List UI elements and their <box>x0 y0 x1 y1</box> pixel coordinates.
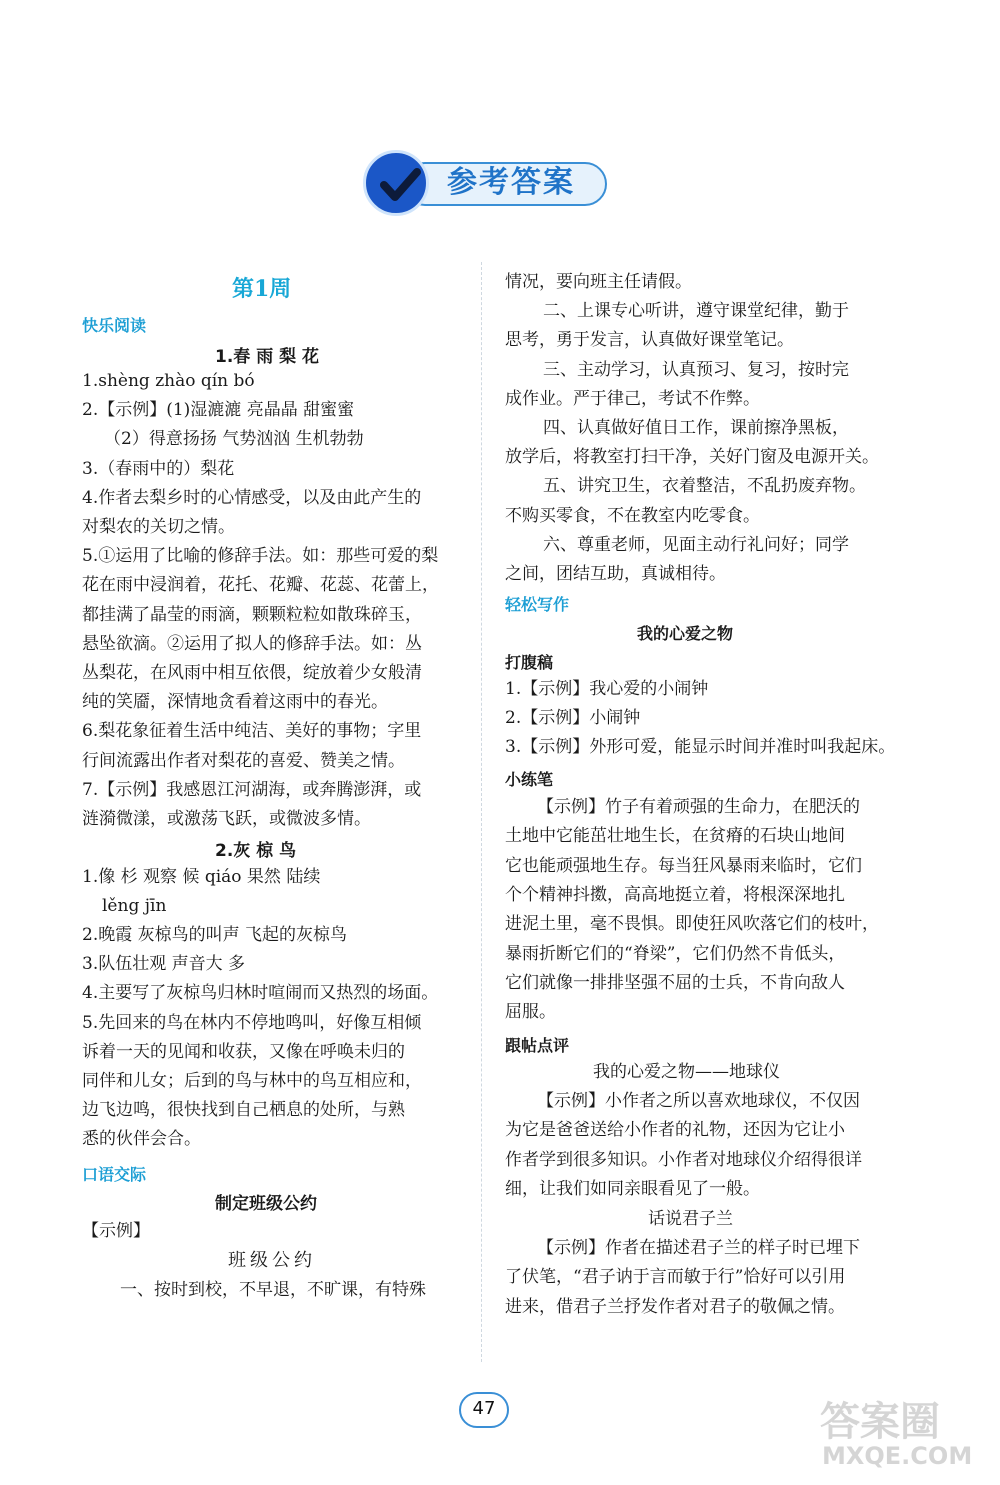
answer-line: 三、主动学习，认真预习、复习，按时完 <box>543 359 849 380</box>
section-happy-reading: 快乐阅读 <box>82 316 147 335</box>
practice-heading: 小练笔 <box>505 770 554 789</box>
answer-line: 情况，要向班主任请假。 <box>505 272 692 292</box>
answer-line: 之间，团结互助，真诚相待。 <box>505 564 726 584</box>
review-1-title: 我的心爱之物——地球仪 <box>593 1062 780 1082</box>
answer-line: （2）得意扬扬 气势汹汹 生机勃勃 <box>104 429 364 450</box>
answer-line: 悉的伙伴会合。 <box>82 1128 201 1149</box>
answer-line: 了伏笔，“君子讷于言而敏于行”恰好可以引用 <box>505 1267 846 1288</box>
answer-line: 涟漪微漾，或激荡飞跃，或微波多情。 <box>82 809 371 829</box>
answer-line: 它们就像一排排坚强不屈的士兵，不肯向敌人 <box>505 972 845 993</box>
lesson-2-title: 2.灰 椋 鸟 <box>215 841 297 861</box>
watermark-top: 答案圈 <box>820 1399 940 1445</box>
answer-line: 二、上课专心听讲，遵守课堂纪律，勤于 <box>543 301 849 322</box>
answer-line: lěng jīn <box>102 896 167 917</box>
answer-line: 土地中它能茁壮地生长，在贫瘠的石块山地间 <box>505 826 845 847</box>
answer-line: 暴雨折断它们的“脊梁”，它们仍然不肯低头， <box>505 943 846 964</box>
answer-line: 4.作者去梨乡时的心情感受，以及由此产生的 <box>82 487 422 508</box>
answer-line: 诉着一天的见闻和收获，又像在呼唤未归的 <box>82 1041 405 1062</box>
answer-line: 四、认真做好值日工作，课前擦净黑板， <box>543 418 849 438</box>
answer-line: 1.【示例】我心爱的小闹钟 <box>505 679 709 699</box>
answer-line: 细，让我们如同亲眼看见了一般。 <box>505 1178 760 1199</box>
answer-line: 进泥土里，毫不畏惧。即使狂风吹落它们的枝叶， <box>505 914 879 935</box>
writing-title: 我的心爱之物 <box>637 624 734 643</box>
answer-line: 5.先回来的鸟在林内不停地鸣叫，好像互相倾 <box>82 1012 422 1033</box>
review-heading: 跟帖点评 <box>505 1036 570 1055</box>
lesson-1-title: 1.春 雨 梨 花 <box>215 347 320 367</box>
draft-heading: 打腹稿 <box>505 653 554 672</box>
watermark-bottom: MXQE.COM <box>822 1442 973 1470</box>
answer-line: 3.（春雨中的）梨花 <box>82 458 235 479</box>
answer-line: 思考，勇于发言，认真做好课堂笔记。 <box>505 330 794 351</box>
answer-line: 【示例】小作者之所以喜欢地球仪，不仅因 <box>537 1091 860 1111</box>
page-number-badge <box>459 1392 509 1428</box>
answer-line: 个个精神抖擞，高高地挺立着，将根深深地扎 <box>505 884 845 905</box>
answer-line: 2.【示例】(1)湿漉漉 亮晶晶 甜蜜蜜 <box>82 400 355 421</box>
watermark-logo <box>820 1390 990 1480</box>
answer-line: 4.主要写了灰椋鸟归林时喧闹而又热烈的场面。 <box>82 983 439 1004</box>
answer-line: 行间流露出作者对梨花的喜爱、赞美之情。 <box>82 750 405 771</box>
review-2-title: 话说君子兰 <box>648 1209 733 1229</box>
answer-line: 对梨农的关切之情。 <box>82 517 235 537</box>
answer-line: 边飞边鸣，很快找到自己栖息的处所，与熟 <box>82 1099 405 1120</box>
answer-line: 3.【示例】外形可爱，能显示时间并准时叫我起床。 <box>505 737 896 758</box>
column-divider <box>481 262 482 1362</box>
section-oral-communication: 口语交际 <box>82 1165 147 1184</box>
answer-line: 为它是爸爸送给小作者的礼物，还因为它让小 <box>505 1120 845 1141</box>
oral-title: 制定班级公约 <box>215 1194 317 1214</box>
answer-line: 成作业。严于律己，考试不作弊。 <box>505 388 760 409</box>
page-number: 47 <box>472 1398 496 1419</box>
answer-line: 都挂满了晶莹的雨滴，颗颗粒粒如散珠碎玉， <box>82 604 422 625</box>
answer-line: 3.队伍壮观 声音大 多 <box>82 954 246 975</box>
answer-line: 悬坠欲滴。②运用了拟人的修辞手法。如：丛 <box>82 633 422 654</box>
answer-line: 【示例】竹子有着顽强的生命力，在肥沃的 <box>537 797 860 817</box>
week-title: 第1周 <box>232 276 292 302</box>
badge-circle <box>363 150 429 216</box>
convention-line-1: 一、按时到校，不早退，不旷课，有特殊 <box>120 1280 426 1300</box>
answer-line: 2.晚霞 灰椋鸟的叫声 飞起的灰椋鸟 <box>82 925 348 946</box>
answer-line: 不购买零食，不在教室内吃零食。 <box>505 505 760 526</box>
answer-line: 六、尊重老师，见面主动行礼问好；同学 <box>543 534 849 555</box>
answer-line: 丛梨花，在风雨中相互依偎，绽放着少女般清 <box>82 663 422 683</box>
answer-line: 进来，借君子兰抒发作者对君子的敬佩之情。 <box>505 1296 845 1317</box>
answer-line: 5.①运用了比喻的修辞手法。如：那些可爱的梨 <box>82 546 439 567</box>
answer-line: 7.【示例】我感恩江河湖海，或奔腾澎湃，或 <box>82 779 422 800</box>
answer-line: 它也能顽强地生存。每当狂风暴雨来临时，它们 <box>505 855 862 876</box>
answer-line: 【示例】作者在描述君子兰的样子时已埋下 <box>537 1238 860 1258</box>
checkmark-icon <box>378 163 422 207</box>
answer-line: 1.像 杉 观察 候 qiáo 果然 陆续 <box>82 867 321 887</box>
answer-line: 屈服。 <box>505 1002 556 1023</box>
answer-key-badge <box>363 150 608 218</box>
answer-line: 纯的笑靥，深情地贪看着这雨中的春光。 <box>82 692 388 713</box>
answer-line: 同伴和儿女；后到的鸟与林中的鸟互相应和， <box>82 1070 422 1091</box>
convention-title: 班级公约 <box>228 1250 316 1271</box>
section-easy-writing: 轻松写作 <box>505 595 570 614</box>
answer-line: 放学后，将教室打扫干净，关好门窗及电源开关。 <box>505 447 879 468</box>
oral-example-label: 【示例】 <box>82 1221 150 1241</box>
answer-line: 1.shèng zhào qín bó <box>82 371 255 391</box>
answer-line: 作者学到很多知识。小作者对地球仪介绍得很详 <box>505 1149 862 1170</box>
answer-line: 五、讲究卫生，衣着整洁，不乱扔废弃物。 <box>543 476 866 497</box>
answer-line: 6.梨花象征着生活中纯洁、美好的事物；字里 <box>82 721 422 742</box>
badge-title: 参考答案 <box>447 165 575 200</box>
answer-line: 2.【示例】小闹钟 <box>505 708 641 729</box>
answer-line: 花在雨中浸润着，花托、花瓣、花蕊、花蕾上， <box>82 575 439 596</box>
